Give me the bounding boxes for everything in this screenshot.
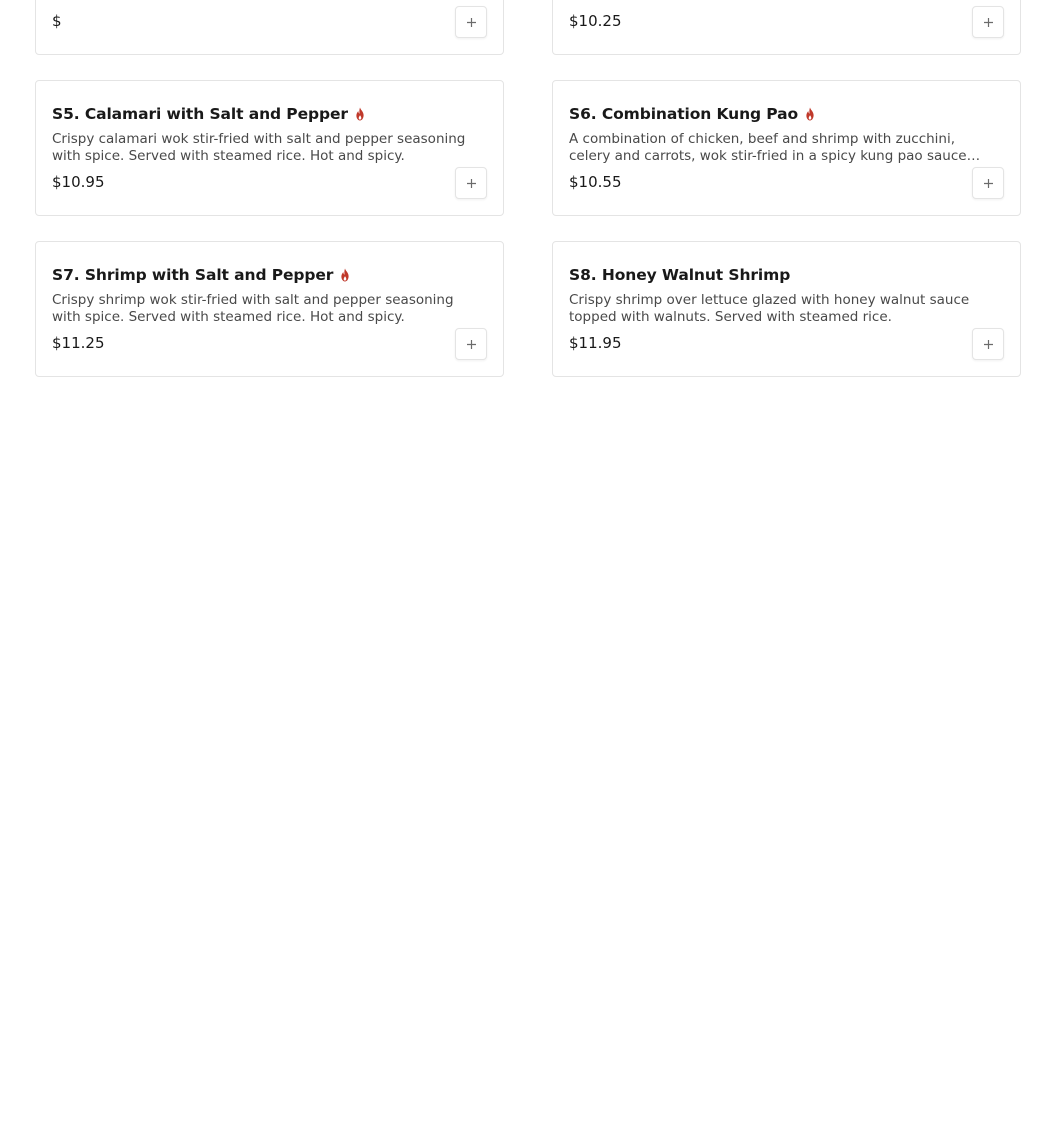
menu-item-card[interactable]: [35, 80, 504, 216]
menu-item-title: S7. Shrimp with Salt and Pepper: [52, 266, 334, 284]
menu-item-description: Crispy calamari wok stir-fried with salt and pepper seasoning with spice. Served with steamed rice. Hot and spicy.: [52, 131, 466, 164]
add-to-cart-button[interactable]: [455, 328, 487, 360]
menu-item-grid: [35, 0, 1021, 377]
menu-item-description: Crispy shrimp wok stir-fried with salt and pepper seasoning with spice. Served with steamed rice. Hot and spicy.: [52, 292, 454, 325]
menu-item-title-row: [569, 103, 1004, 125]
menu-item-title-row: [569, 264, 1004, 286]
menu-item-price: $10.25: [569, 12, 622, 30]
add-to-cart-button[interactable]: [972, 328, 1004, 360]
add-to-cart-button[interactable]: [972, 167, 1004, 199]
menu-item-price: $11.25: [52, 334, 105, 352]
add-to-cart-button[interactable]: [455, 167, 487, 199]
menu-item-title: S8. Honey Walnut Shrimp: [569, 266, 791, 284]
flame-icon: [354, 107, 366, 121]
menu-item-description: [569, 0, 1004, 4]
menu-item-title: S5. Calamari with Salt and Pepper: [52, 105, 348, 123]
menu-item-price: $: [52, 12, 62, 30]
menu-item-price: $11.95: [569, 334, 622, 352]
menu-item-card[interactable]: [552, 0, 1021, 55]
plus-icon: [983, 178, 994, 189]
menu-item-title-row: [52, 103, 487, 125]
menu-item-card[interactable]: [35, 0, 504, 55]
plus-icon: [466, 17, 477, 28]
menu-item-card[interactable]: [552, 241, 1021, 377]
flame-icon: [339, 268, 351, 282]
menu-item-price: $10.55: [569, 173, 622, 191]
plus-icon: [983, 339, 994, 350]
menu-item-description: A combination of chicken, beef and shrimp with zucchini, celery and carrots, wok stir-fried in a spicy kung pao sauce: [569, 131, 967, 164]
flame-icon: [804, 107, 816, 121]
menu-item-card[interactable]: [552, 80, 1021, 216]
menu-item-title: S6. Combination Kung Pao: [569, 105, 799, 123]
menu-item-description: Crispy shrimp over lettuce glazed with honey walnut sauce topped with walnuts. Served with steamed rice.: [569, 292, 970, 325]
menu-item-description: [52, 0, 487, 4]
plus-icon: [466, 339, 477, 350]
add-to-cart-button[interactable]: [972, 6, 1004, 38]
plus-icon: [466, 178, 477, 189]
plus-icon: [983, 17, 994, 28]
menu-item-price: $10.95: [52, 173, 105, 191]
menu-item-title-row: [52, 264, 487, 286]
menu-item-card[interactable]: [35, 241, 504, 377]
add-to-cart-button[interactable]: [455, 6, 487, 38]
